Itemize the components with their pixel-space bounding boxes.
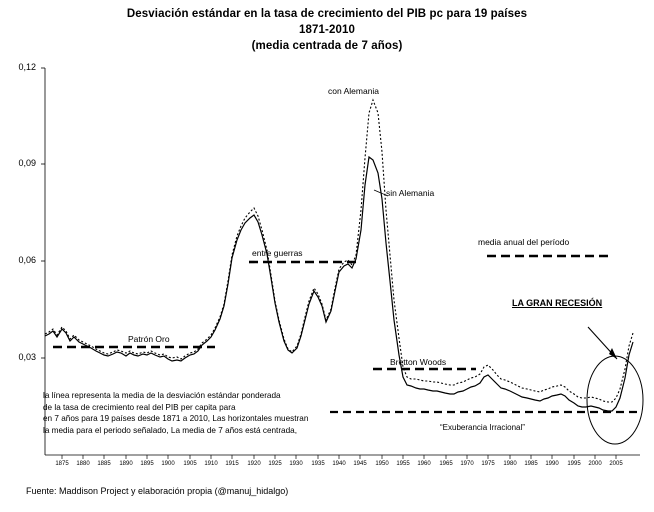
x-tick-label: 1960 [417, 461, 431, 467]
x-tick-label: 1885 [97, 461, 111, 467]
x-tick-label: 1920 [247, 461, 261, 467]
annotation-media-anual: media anual del período [478, 237, 570, 247]
x-tick-label: 1940 [332, 461, 346, 467]
series-con-alemania [45, 100, 633, 402]
y-tick-label-009: 0,09 [18, 158, 36, 168]
series-sin-alemania [45, 157, 633, 411]
chart-note-line-1: la línea representa la media de la desviación estándar ponderada [43, 391, 281, 400]
chart-title-line-2: 1871-2010 [299, 24, 355, 36]
y-tick-label-003: 0,03 [18, 352, 36, 362]
x-tick-label: 1930 [289, 461, 303, 467]
gran-recesion-arrowhead [609, 348, 617, 359]
y-tick-label-012: 0,12 [18, 62, 36, 72]
annotation-patron-oro: Patrón Oro [128, 334, 170, 344]
x-tick-label: 1900 [161, 461, 175, 467]
x-tick-label: 1980 [503, 461, 517, 467]
annotation-sin-alemania: sin Alemania [386, 188, 435, 198]
chart-note-line-3: en 7 años para 19 países desde 1871 a 2010, Las horizontales muestran [43, 414, 309, 424]
x-tick-label: 1905 [183, 461, 197, 467]
x-tick-label: 1995 [567, 461, 581, 467]
x-tick-label: 2000 [588, 461, 602, 467]
x-tick-label: 1985 [524, 461, 538, 467]
x-tick-label: 1965 [439, 461, 453, 467]
x-tick-label: 1880 [76, 461, 90, 467]
x-tick-label: 1955 [396, 461, 410, 467]
x-tick-label: 2005 [609, 461, 623, 467]
gran-recesion-ellipse [587, 356, 643, 444]
annotation-entre-guerras: entre guerras [252, 248, 303, 258]
annotation-exuberancia-irracional: “Exuberancia Irracional” [440, 423, 525, 432]
chart-note-line-4: la media para el periodo señalado, La media de 7 años está centrada, [43, 425, 297, 435]
chart-note [43, 390, 308, 436]
x-tick-label: 1990 [545, 461, 559, 467]
x-tick-label: 1910 [204, 461, 218, 467]
chart-note-line-2: de la tasa de crecimiento real del PIB per capita para [43, 402, 236, 412]
annotation-bretton-woods: Bretton Woods [390, 357, 447, 367]
x-tick-label: 1935 [311, 461, 325, 467]
x-tick-label: 1950 [375, 461, 389, 467]
x-tick-label: 1925 [268, 461, 282, 467]
x-tick-marks [62, 455, 616, 459]
chart-title-line-1: Desviación estándar en la tasa de crecimiento del PIB pc para 19 países [126, 8, 528, 20]
chart-title-line-3: (media centrada de 7 años) [251, 40, 403, 52]
x-tick-label: 1975 [481, 461, 495, 467]
x-tick-label: 1875 [55, 461, 69, 467]
chart-source: Fuente: Maddison Project y elaboración propia (@manuj_hidalgo) [26, 486, 289, 496]
annotation-con-alemania: con Alemania [328, 86, 380, 96]
x-tick-label: 1915 [225, 461, 239, 467]
annotation-gran-recesion: LA GRAN RECESIÓN [512, 298, 603, 308]
x-tick-label: 1970 [460, 461, 474, 467]
x-tick-label: 1890 [119, 461, 133, 467]
x-tick-label: 1895 [140, 461, 154, 467]
x-tick-label: 1945 [353, 461, 367, 467]
y-tick-label-006: 0,06 [18, 255, 36, 265]
